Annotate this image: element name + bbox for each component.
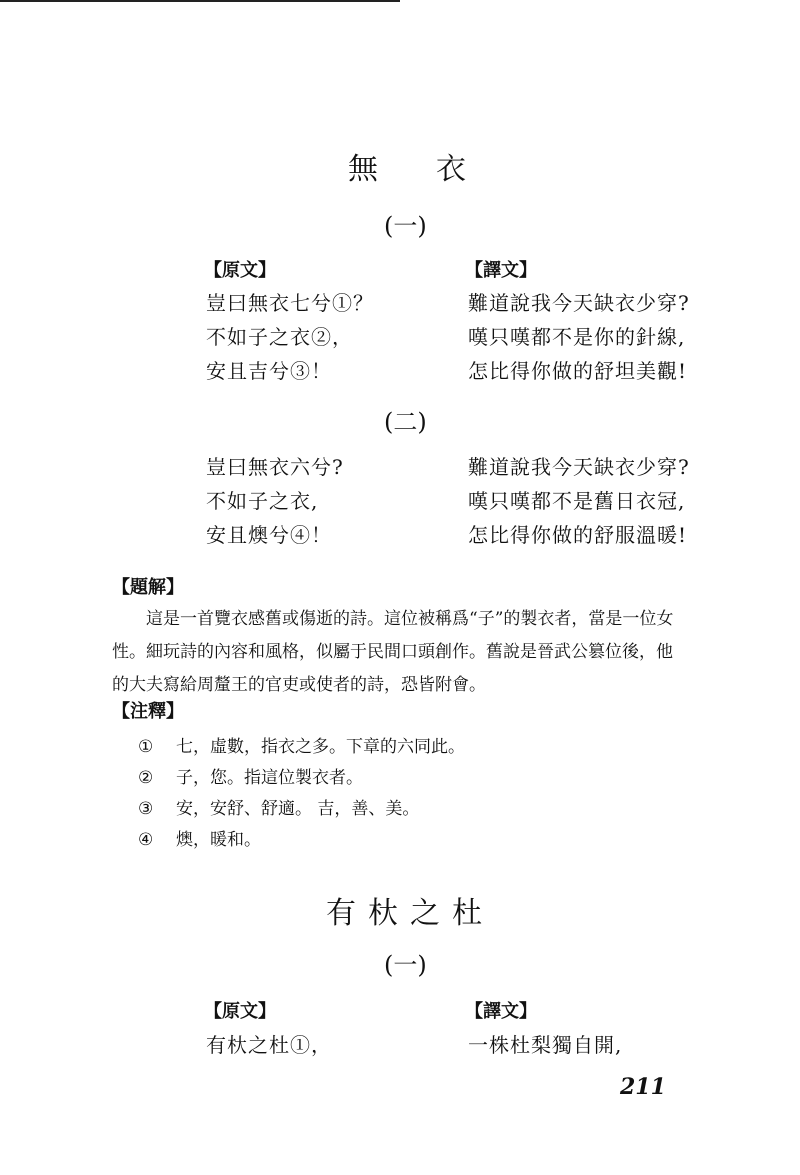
page-number: 211 (620, 1074, 666, 1100)
original-line: 安且吉兮③！ (206, 359, 332, 383)
top-rule (0, 0, 400, 2)
note-text: 七，虛數，指衣之多。下章的六同此。 (176, 737, 465, 757)
translation-line: 一株杜梨獨自開, (468, 1033, 623, 1057)
translation-label: 【譯文】 (465, 1001, 537, 1022)
original-line: 豈曰無衣六兮? (206, 455, 344, 479)
note-number: ② (138, 768, 154, 788)
note-item (138, 763, 363, 788)
stanza-number: (一) (384, 212, 427, 240)
translation-line: 嘆只嘆都不是你的針線, (468, 325, 686, 349)
translation-line: 難道說我今天缺衣少穿? (468, 455, 690, 479)
explanation-label: 【題解】 (112, 577, 184, 598)
original-line: 不如子之衣, (206, 489, 319, 513)
poem-title (348, 144, 468, 188)
poem-title-char-1: 無 (348, 152, 380, 187)
original-line: 安且燠兮④！ (206, 523, 332, 547)
note-item (138, 825, 261, 850)
explanation-paragraph: 這是一首覽衣感舊或傷逝的詩。這位被稱爲“子”的製衣者，當是一位女性。細玩詩的內容和風格，似屬于民間口頭創作。舊說是晉武公篡位後，他的大夫寫給周釐王的官吏或使者的詩，恐皆附會。 (112, 609, 674, 695)
note-number: ④ (138, 830, 154, 850)
translation-line: 嘆只嘆都不是舊日衣冠, (468, 489, 686, 513)
original-line: 不如子之衣②， (206, 325, 353, 349)
note-text: 燠，暖和。 (176, 830, 261, 850)
translation-label: 【譯文】 (465, 260, 537, 281)
translation-line: 怎比得你做的舒坦美觀! (468, 359, 688, 383)
note-number: ③ (138, 799, 154, 819)
poem-title-char-2: 衣 (436, 152, 468, 187)
note-number: ① (138, 737, 154, 757)
note-item (138, 732, 465, 757)
stanza-number: (一) (384, 951, 427, 979)
original-line: 豈曰無衣七兮①？ (206, 291, 374, 315)
note-text: 子，您。指這位製衣者。 (176, 768, 363, 788)
original-text-label: 【原文】 (204, 1001, 276, 1022)
translation-line: 怎比得你做的舒服溫暖! (468, 523, 688, 547)
note-text: 安，安舒、舒適。 吉，善、美。 (176, 799, 420, 819)
translation-line: 難道說我今天缺衣少穿? (468, 291, 690, 315)
original-line: 有杕之杜①， (206, 1033, 332, 1057)
original-text-label: 【原文】 (204, 260, 276, 281)
note-item (138, 794, 419, 819)
stanza-number: (二) (384, 408, 427, 436)
poem-title: 有杕之杜 (326, 896, 494, 931)
notes-label: 【注釋】 (112, 701, 184, 722)
